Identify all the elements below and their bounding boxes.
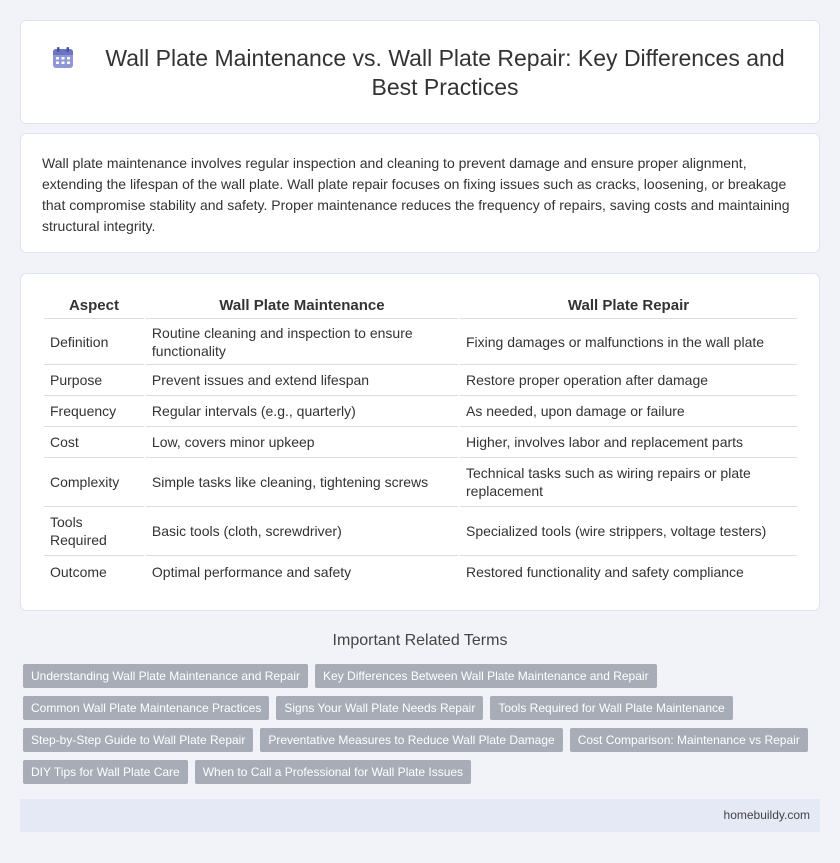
repair-cell: Restore proper operation after damage [460,365,797,396]
maintenance-cell: Basic tools (cloth, screwdriver) [146,507,458,556]
comparison-table [42,293,799,587]
header-repair: Wall Plate Repair [460,293,797,319]
title-card [20,20,820,124]
maintenance-cell: Prevent issues and extend lifespan [146,365,458,396]
table-row [44,396,797,427]
comparison-card [20,273,820,611]
related-term-tag[interactable]: Understanding Wall Plate Maintenance and Repair [23,664,308,688]
aspect-cell: Purpose [44,365,144,396]
footer-site-name: homebuildy.com [723,808,810,822]
table-row [44,556,797,587]
maintenance-cell: Routine cleaning and inspection to ensure functionality [146,319,458,365]
related-term-tag[interactable]: DIY Tips for Wall Plate Care [23,760,188,784]
aspect-cell: Frequency [44,396,144,427]
related-terms-list [23,664,823,792]
related-term-tag[interactable]: Step-by-Step Guide to Wall Plate Repair [23,728,253,752]
aspect-cell: Definition [44,319,144,365]
footer-bar [20,799,820,832]
related-term-tag[interactable]: Preventative Measures to Reduce Wall Plate Damage [260,728,562,752]
related-term-tag[interactable]: Common Wall Plate Maintenance Practices [23,696,269,720]
table-row [44,365,797,396]
page-title: Wall Plate Maintenance vs. Wall Plate Repair: Key Differences and Best Practices [105,45,785,100]
related-term-tag[interactable]: When to Call a Professional for Wall Plate Issues [195,760,471,784]
aspect-cell: Tools Required [44,507,144,556]
table-row [44,507,797,556]
repair-cell: Higher, involves labor and replacement parts [460,427,797,458]
related-term-tag[interactable]: Key Differences Between Wall Plate Maintenance and Repair [315,664,657,688]
table-header-row [44,293,797,319]
related-term-tag[interactable]: Cost Comparison: Maintenance vs Repair [570,728,808,752]
intro-paragraph: Wall plate maintenance involves regular inspection and cleaning to prevent damage and ensure proper alignment, extending the lifespan of the wall plate. Wall plate repair focuses on fixing issues such as cracks, loosening, or breakage that compromise stability and safety. Proper maintenance reduces the frequency of repairs, saving costs and maintaining structural integrity. [42,155,790,234]
maintenance-cell: Low, covers minor upkeep [146,427,458,458]
repair-cell: Restored functionality and safety compliance [466,563,744,580]
repair-cell: Specialized tools (wire strippers, voltage testers) [460,507,797,556]
maintenance-cell: Simple tasks like cleaning, tightening screws [146,458,458,507]
header-aspect: Aspect [44,293,144,319]
table-row [44,319,797,365]
aspect-cell: Outcome [50,563,107,580]
table-row [44,427,797,458]
header-maintenance: Wall Plate Maintenance [146,293,458,319]
maintenance-cell: Optimal performance and safety [151,563,352,580]
table-row [44,458,797,507]
repair-cell: Technical tasks such as wiring repairs or plate replacement [460,458,797,507]
aspect-cell: Cost [44,427,144,458]
related-term-tag[interactable]: Tools Required for Wall Plate Maintenance [490,696,732,720]
maintenance-cell: Regular intervals (e.g., quarterly) [146,396,458,427]
related-terms-heading: Important Related Terms [332,632,508,649]
repair-cell: As needed, upon damage or failure [460,396,797,427]
repair-cell: Fixing damages or malfunctions in the wall plate [460,319,797,365]
intro-card [20,133,820,253]
aspect-cell: Complexity [44,458,144,507]
related-term-tag[interactable]: Signs Your Wall Plate Needs Repair [276,696,483,720]
